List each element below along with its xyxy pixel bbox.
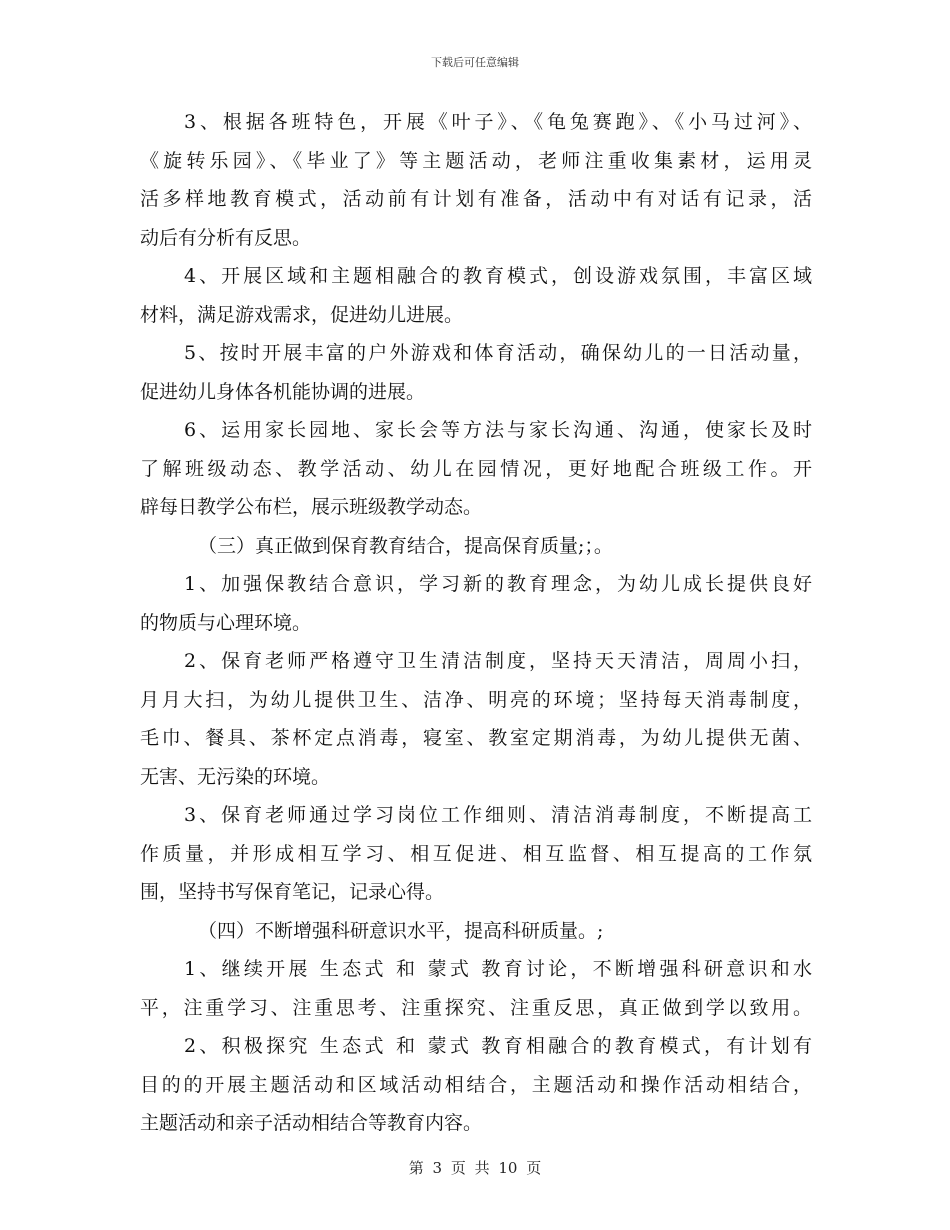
paragraph-line: 无害、无污染的环境。 bbox=[140, 765, 331, 788]
paragraph-line: 主题活动和亲子活动相结合等教育内容。 bbox=[140, 1112, 483, 1134]
page-header: 下载后可任意编辑 bbox=[431, 56, 519, 69]
paragraph-line: 月月大扫，为幼儿提供卫生、洁净、明亮的环境；坚持每天消毒制度， bbox=[140, 688, 812, 711]
paragraph-line: 了解班级动态、教学活动、幼儿在园情况，更好地配合班级工作。开 bbox=[140, 457, 812, 480]
paragraph-line: 2、积极探究 生态式 和 蒙式 教育相融合的教育模式，有计划有 bbox=[184, 1035, 812, 1057]
paragraph-line: 5、按时开展丰富的户外游戏和体育活动，确保幼儿的一日活动量， bbox=[184, 342, 812, 364]
paragraph-line: 作质量，并形成相互学习、相互促进、相互监督、相互提高的工作氛 bbox=[140, 842, 812, 865]
paragraph-line: 3、根据各班特色，开展《叶子》、《龟兔赛跑》、《小马过河》、 bbox=[184, 111, 812, 133]
paragraph-line: 材料，满足游戏需求，促进幼儿进展。 bbox=[140, 303, 464, 326]
paragraph-line: 促进幼儿身体各机能协调的进展。 bbox=[140, 380, 426, 403]
paragraph-line: 4、开展区域和主题相融合的教育模式，创设游戏氛围，丰富区域 bbox=[184, 265, 812, 287]
paragraph-line: 辟每日教学公布栏，展示班级教学动态。 bbox=[140, 496, 483, 518]
section-heading: （三）真正做到保育教育结合，提高保育质量;；。 bbox=[198, 534, 613, 557]
paragraph-line: 目的的开展主题活动和区域活动相结合，主题活动和操作活动相结合， bbox=[140, 1073, 812, 1096]
paragraph-line: 1、继续开展 生态式 和 蒙式 教育讨论，不断增强科研意识和水 bbox=[184, 958, 812, 980]
paragraph-line: 毛巾、餐具、茶杯定点消毒，寝室、教室定期消毒，为幼儿提供无菌、 bbox=[140, 727, 812, 749]
section-heading: （四）不断增强科研意识水平，提高科研质量。; bbox=[198, 919, 604, 942]
paragraph-line: 1、加强保教结合意识，学习新的教育理念，为幼儿成长提供良好 bbox=[184, 573, 812, 595]
paragraph-line: 平，注重学习、注重思考、注重探究、注重反思，真正做到学以致用。 bbox=[140, 996, 812, 1019]
paragraph-line: 动后有分析有反思。 bbox=[140, 226, 312, 249]
document-body bbox=[140, 110, 812, 1150]
paragraph-line: 3、保育老师通过学习岗位工作细则、清洁消毒制度，不断提高工 bbox=[184, 804, 812, 826]
paragraph-line: 《旋转乐园》、《毕业了》等主题活动，老师注重收集素材，运用灵 bbox=[140, 149, 812, 172]
paragraph-line: 活多样地教育模式，活动前有计划有准备，活动中有对话有记录，活 bbox=[140, 188, 812, 210]
paragraph-line: 6、运用家长园地、家长会等方法与家长沟通、沟通，使家长及时 bbox=[184, 419, 812, 441]
page-number: 第 3 页 共 10 页 bbox=[408, 1159, 542, 1177]
paragraph-line: 2、保育老师严格遵守卫生清洁制度，坚持天天清洁，周周小扫， bbox=[184, 650, 812, 672]
paragraph-line: 的物质与心理环境。 bbox=[140, 611, 312, 634]
paragraph-line: 围，坚持书写保育笔记，记录心得。 bbox=[140, 881, 445, 903]
